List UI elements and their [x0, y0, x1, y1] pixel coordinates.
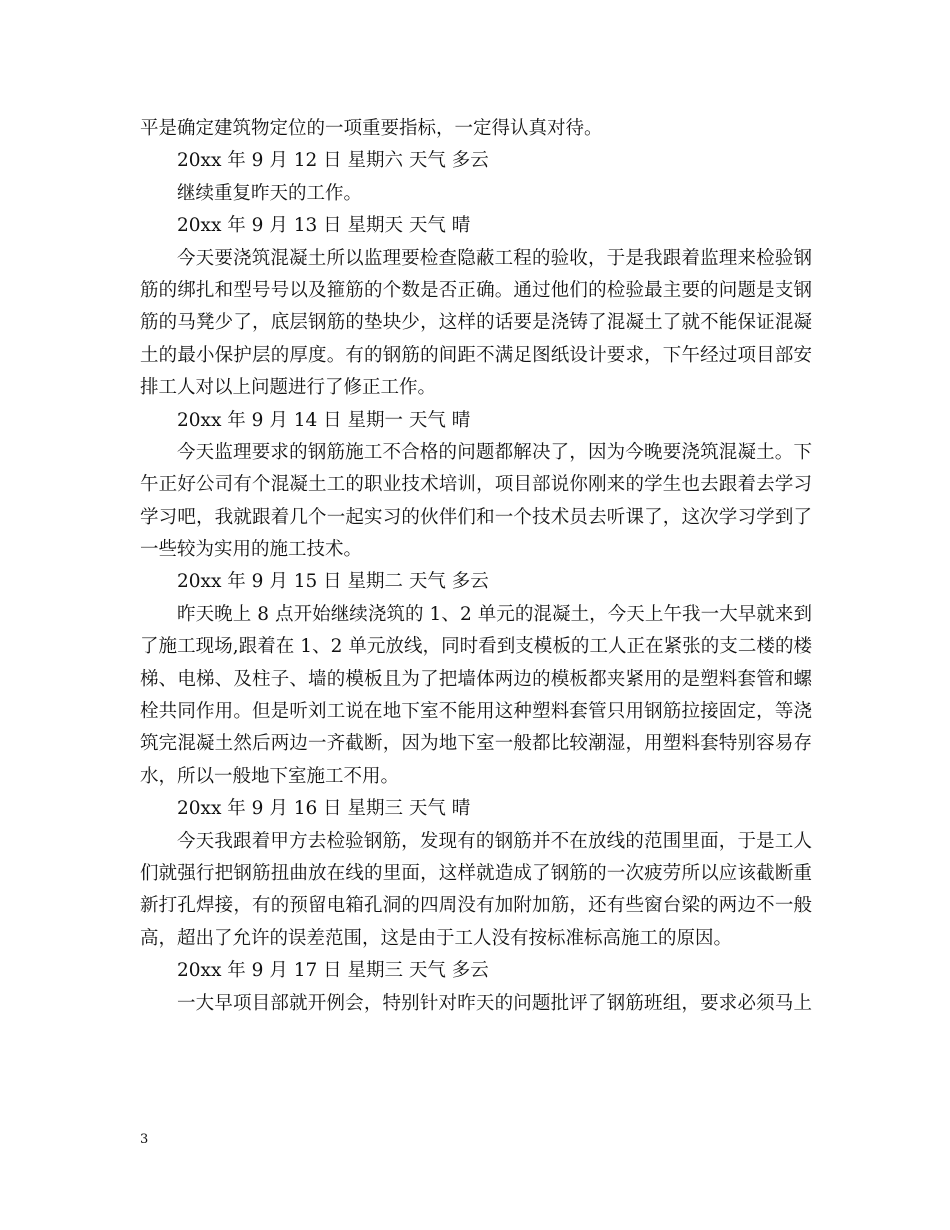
text-line: 土的最小保护层的厚度。有的钢筋的间距不满足图纸设计要求，下午经过项目部安	[140, 344, 812, 366]
text-line: 20xx 年 9 月 14 日 星期一 天气 晴	[177, 409, 471, 431]
text-line: 午正好公司有个混凝土工的职业技术培训，项目部说你刚来的学生也去跟着去学习	[140, 474, 812, 496]
text-line: 高，超出了允许的误差范围，这是由于工人没有按标准标高施工的原因。	[140, 927, 733, 949]
text-line: 20xx 年 9 月 12 日 星期六 天气 多云	[177, 150, 489, 172]
text-line: 继续重复昨天的工作。	[177, 182, 363, 204]
document-body	[140, 113, 812, 1020]
text-line: 新打孔焊接，有的预留电箱孔洞的四周没有加附加筋，还有些窗台梁的两边不一般	[140, 895, 812, 917]
text-line: 排工人对以上问题进行了修正工作。	[140, 377, 437, 399]
text-line: 筋的绑扎和型号号以及箍筋的个数是否正确。通过他们的检验最主要的问题是支钢	[140, 279, 812, 301]
text-line: 20xx 年 9 月 16 日 星期三 天气 晴	[177, 798, 471, 820]
text-line: 学习吧，我就跟着几个一起实习的伙伴们和一个技术员去听课了，这次学习学到了	[140, 506, 812, 528]
text-line: 今天要浇筑混凝土所以监理要检查隐蔽工程的验收，于是我跟着监理来检验钢	[177, 247, 812, 269]
text-line: 们就强行把钢筋扭曲放在线的里面，这样就造成了钢筋的一次疲劳所以应该截断重	[140, 862, 812, 884]
text-line: 梯、电梯、及柱子、墙的模板且为了把墙体两边的模板都夹紧用的是塑料套管和螺	[140, 668, 812, 690]
text-line: 一大早项目部就开例会，特别针对昨天的问题批评了钢筋班组，要求必须马上	[177, 992, 812, 1014]
text-line: 20xx 年 9 月 17 日 星期三 天气 多云	[177, 960, 489, 982]
text-line: 水，所以一般地下室施工不用。	[140, 765, 400, 787]
text-line: 今天我跟着甲方去检验钢筋，发现有的钢筋并不在放线的范围里面，于是工人	[177, 830, 812, 852]
page-number: 3	[140, 1132, 149, 1147]
text-line: 20xx 年 9 月 13 日 星期天 天气 晴	[177, 215, 471, 237]
text-line: 筋的马凳少了，底层钢筋的垫块少，这样的话要是浇铸了混凝土了就不能保证混凝	[140, 312, 812, 334]
text-line: 今天监理要求的钢筋施工不合格的问题都解决了，因为今晚要浇筑混凝土。下	[177, 441, 812, 463]
text-line: 20xx 年 9 月 15 日 星期二 天气 多云	[177, 571, 489, 593]
text-line: 平是确定建筑物定位的一项重要指标，一定得认真对待。	[140, 118, 603, 139]
text-line: 昨天晚上 8 点开始继续浇筑的 1、2 单元的混凝土，今天上午我一大早就来到	[177, 603, 812, 625]
text-line: 栓共同作用。但是听刘工说在地下室不能用这种塑料套管只用钢筋拉接固定，等浇	[140, 701, 812, 723]
text-line: 一些较为实用的施工技术。	[140, 539, 363, 561]
text-line: 了施工现场,跟着在 1、2 单元放线，同时看到支模板的工人正在紧张的支二楼的楼	[140, 636, 812, 658]
text-line: 筑完混凝土然后两边一齐截断，因为地下室一般都比较潮湿，用塑料套特别容易存	[140, 733, 812, 755]
